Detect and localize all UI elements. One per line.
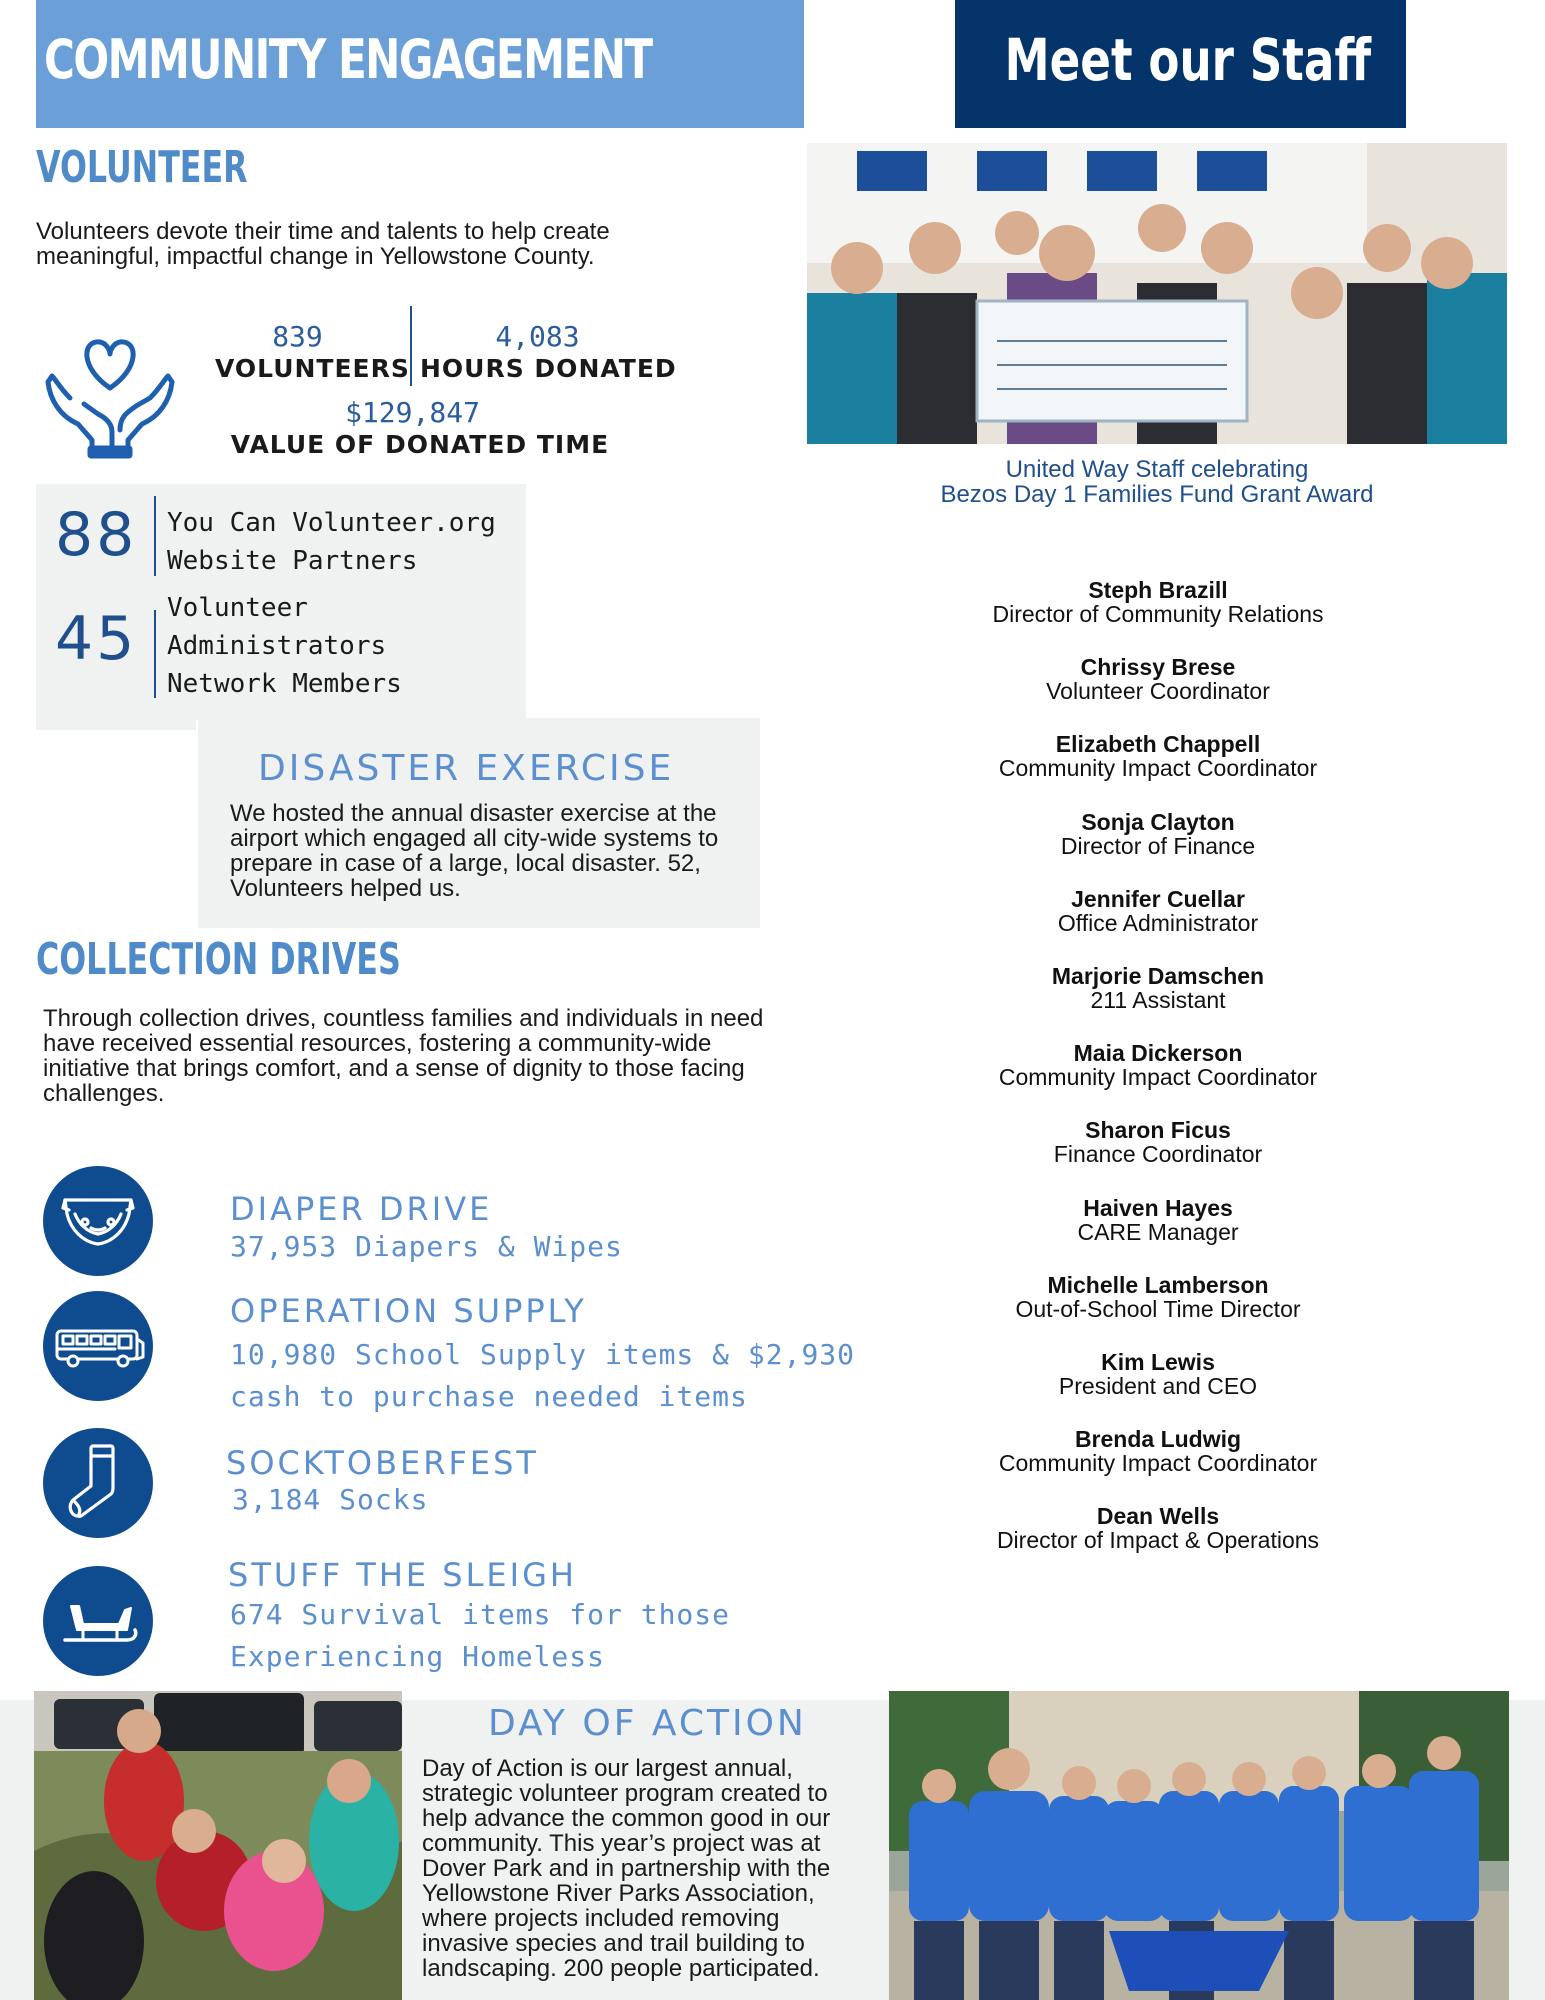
staff-photo-caption-line: United Way Staff celebrating (1005, 456, 1309, 483)
diaper-icon (43, 1166, 153, 1276)
collection-text: Through collection drives, countless families and individuals in need have received essential resources, fostering a community-wide initiative that brings comfort, and a sense of dignity to those facing challenges. (43, 1005, 764, 1107)
disaster-text: We hosted the annual disaster exercise at the airport which engaged all city-wide systems to prepare in case of a large, local disaster. 52, Volunteers helped us. (230, 800, 719, 902)
admin-network-number: 45 (55, 604, 138, 674)
staff-name: Sonja Clayton (1081, 808, 1235, 835)
meet-staff-title: Meet our Staff (1004, 26, 1372, 94)
donated-value: $129,847 (345, 396, 480, 429)
diaper-drive-title: DIAPER DRIVE (230, 1190, 493, 1228)
staff-member (900, 1118, 1416, 1195)
volunteer-title: VOLUNTEER (36, 142, 248, 193)
staff-name: Jennifer Cuellar (1071, 885, 1245, 912)
operation-supply-title: OPERATION SUPPLY (230, 1292, 587, 1330)
staff-member (900, 1041, 1416, 1118)
hours-label: HOURS DONATED (420, 354, 677, 383)
partners-divider (154, 496, 156, 576)
staff-member (900, 1273, 1416, 1350)
partners-label (167, 504, 496, 580)
staff-member (900, 1196, 1416, 1273)
meet-staff-header (955, 0, 1406, 128)
school-bus-icon (43, 1291, 153, 1401)
community-engagement-header (36, 0, 804, 128)
staff-name: Marjorie Damschen (1051, 962, 1265, 989)
staff-member (900, 578, 1416, 655)
admin-network-divider (154, 610, 156, 698)
stat-divider (410, 306, 412, 386)
admin-network-line: Volunteer (167, 593, 308, 623)
staff-photo-caption-line: Bezos Day 1 Families Fund Grant Award (940, 481, 1374, 508)
donated-value-label: VALUE OF DONATED TIME (230, 430, 610, 459)
partners-label-line: Website Partners (167, 546, 418, 576)
community-engagement-title: COMMUNITY ENGAGEMENT (44, 28, 652, 91)
staff-name: Dean Wells (1096, 1503, 1220, 1530)
stuff-sleigh-detail (230, 1594, 730, 1678)
staff-member (900, 810, 1416, 887)
staff-name: Michelle Lamberson (1047, 1271, 1269, 1298)
staff-role: Community Impact Coordinator (998, 1064, 1318, 1091)
staff-name: Kim Lewis (1101, 1348, 1215, 1375)
stuff-sleigh-title: STUFF THE SLEIGH (228, 1556, 577, 1594)
staff-role: Office Administrator (1057, 909, 1259, 936)
staff-role: CARE Manager (1077, 1218, 1239, 1245)
operation-supply-line: 10,980 School Supply items & $2,930 (230, 1338, 856, 1371)
stuff-sleigh-line: 674 Survival items for those (230, 1598, 731, 1631)
partners-number: 88 (55, 500, 138, 570)
admin-network-label (167, 589, 402, 703)
day-of-action-photo-left (34, 1691, 402, 2000)
admin-network-line: Network Members (167, 669, 402, 699)
staff-role: Out-of-School Time Director (1015, 1295, 1301, 1322)
partners-panel-tail (36, 700, 196, 730)
staff-name: Elizabeth Chappell (1055, 731, 1261, 758)
staff-name: Brenda Ludwig (1074, 1426, 1242, 1453)
staff-role: Director of Community Relations (992, 601, 1324, 627)
day-of-action-text: Day of Action is our largest annual, strategic volunteer program created to help advance the common good in our community. This year’s project was at Dover Park and in partnership with the Yellowstone River Parks Association, where projects included removing invasive species and trail building to landscaping. 200 people participated. (422, 1755, 831, 1982)
socktoberfest-title: SOCKTOBERFEST (226, 1444, 539, 1482)
staff-name: Sharon Ficus (1085, 1117, 1231, 1144)
diaper-drive-detail: 37,953 Diapers & Wipes (230, 1230, 623, 1263)
staff-member (900, 655, 1416, 732)
staff-member (900, 964, 1416, 1041)
staff-role: Community Impact Coordinator (998, 1450, 1318, 1477)
socktoberfest-detail: 3,184 Socks (232, 1483, 429, 1516)
staff-name: Chrissy Brese (1080, 654, 1236, 681)
partners-label-line: You Can Volunteer.org (167, 508, 496, 538)
admin-network-line: Administrators (167, 631, 387, 661)
staff-role: Finance Coordinator (1053, 1141, 1263, 1168)
day-of-action-photo-right (889, 1691, 1509, 2000)
volunteers-label: VOLUNTEERS (215, 354, 410, 383)
staff-member (900, 887, 1416, 964)
hours-count: 4,083 (495, 320, 580, 353)
operation-supply-line: cash to purchase needed items (230, 1380, 748, 1413)
disaster-title: DISASTER EXERCISE (258, 748, 675, 789)
staff-photo-caption (807, 457, 1507, 507)
sleigh-icon (43, 1566, 153, 1676)
day-of-action-title: DAY OF ACTION (488, 1703, 807, 1744)
staff-role: Volunteer Coordinator (1046, 678, 1270, 705)
operation-supply-detail (230, 1334, 855, 1418)
staff-name: Haiven Hayes (1083, 1194, 1233, 1221)
staff-role: Director of Finance (1060, 832, 1256, 859)
staff-list (900, 578, 1416, 1581)
volunteers-count: 839 (272, 320, 323, 353)
sock-icon (43, 1428, 153, 1538)
collection-title: COLLECTION DRIVES (36, 934, 401, 985)
stuff-sleigh-line: Experiencing Homeless (230, 1640, 606, 1673)
staff-member (900, 732, 1416, 809)
staff-role: President and CEO (1058, 1372, 1258, 1399)
staff-role: Director of Impact & Operations (996, 1527, 1320, 1554)
staff-name: Steph Brazill (1088, 577, 1228, 603)
staff-member (900, 1427, 1416, 1504)
staff-member (900, 1350, 1416, 1427)
staff-member (900, 1504, 1416, 1581)
staff-role: 211 Assistant (1090, 986, 1226, 1013)
staff-name: Maia Dickerson (1073, 1040, 1243, 1067)
staff-photo (807, 143, 1507, 444)
volunteer-description: Volunteers devote their time and talents to help create meaningful, impactful change in Yellowstone County. (36, 218, 610, 270)
heart-hands-icon (40, 320, 180, 460)
staff-role: Community Impact Coordinator (998, 755, 1318, 782)
